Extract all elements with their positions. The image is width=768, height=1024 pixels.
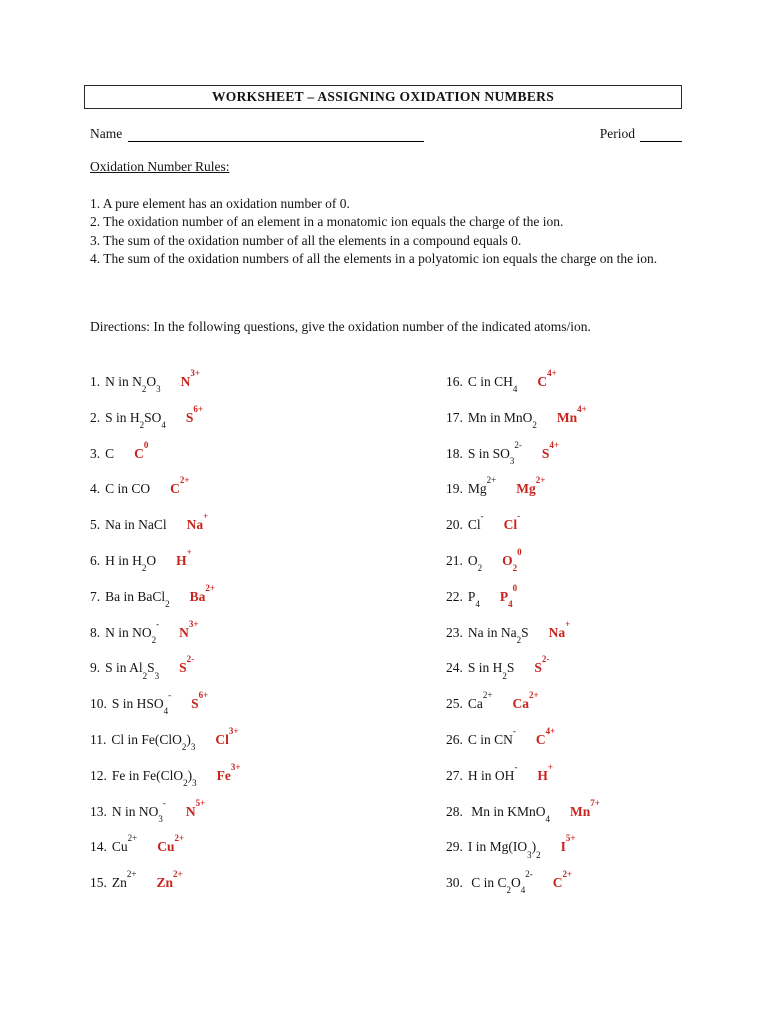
directions-text: Directions: In the following questions, give the oxidation number of the indicated atoms/ion. — [90, 319, 591, 334]
question-answer: $Ba^{2+}$ — [189, 582, 216, 604]
worksheet-title-box — [84, 85, 682, 109]
question-formula: S in $SO_3^{2-}$ — [467, 439, 522, 466]
question-formula: Cl- — [467, 511, 484, 533]
question-row — [90, 368, 440, 409]
rule-item-2: 2. The oxidation number of an element in a monatomic ion equals the charge of the ion. — [90, 214, 564, 230]
question-answer: $I^{5+}$ — [560, 833, 576, 855]
question-answer: $N^{3+}$ — [179, 618, 199, 640]
question-number: 16. — [446, 374, 463, 389]
question-row — [446, 797, 766, 839]
question-number: 1. — [90, 374, 101, 389]
question-number: 28. — [446, 803, 463, 819]
question-answer: $O_2^0$ — [502, 546, 522, 574]
question-answer: $Mn^{7+}$ — [570, 797, 600, 819]
question-formula: S in $Al_2S_3$ — [105, 660, 160, 681]
question-answer: $C^{2+}$ — [170, 475, 190, 497]
period-group — [600, 126, 682, 142]
question-answer: $S^{4+}$ — [541, 439, 560, 461]
question-row — [90, 725, 440, 767]
question-row — [90, 475, 440, 516]
question-formula: S in $H_2S$ — [467, 660, 515, 681]
question-answer: $N^{3+}$ — [180, 368, 201, 389]
question-number: 5. — [90, 517, 101, 533]
question-number: 17. — [446, 409, 463, 425]
question-row — [90, 833, 440, 874]
question-row — [90, 582, 440, 624]
question-row — [90, 654, 440, 695]
question-row — [446, 761, 766, 803]
question-answer: $Ca^{2+}$ — [512, 690, 539, 712]
question-row — [90, 761, 440, 803]
question-number: 10. — [90, 696, 107, 712]
question-answer: $S^{6+}$ — [185, 403, 204, 425]
questions-right-column — [446, 368, 766, 910]
question-answer: $Mn^{4+}$ — [556, 403, 587, 425]
question-formula: I in $Mg(IO_3)_2$ — [467, 839, 541, 860]
question-row — [446, 368, 766, 409]
question-row — [90, 869, 440, 910]
rule-item-4: 4. The sum of the oxidation numbers of all the elements in a polyatomic ion equals the charge on the ion. — [90, 250, 658, 266]
question-answer: $C^0$ — [134, 439, 149, 461]
question-row — [446, 546, 766, 588]
question-formula: C in CO — [105, 481, 151, 497]
question-answer: Na+ — [548, 618, 571, 640]
question-number: 3. — [90, 445, 101, 461]
question-formula: Mn in MnO$_2$ — [467, 409, 537, 430]
question-number: 2. — [90, 409, 101, 425]
question-number: 6. — [90, 552, 101, 568]
question-row — [446, 654, 766, 695]
question-formula: $P_4$ — [467, 588, 480, 609]
rules-list — [90, 195, 690, 268]
question-formula: $Zn^{2+}$ — [111, 869, 137, 891]
question-number: 8. — [90, 624, 101, 640]
question-formula: Ba in BaCl$_2$ — [105, 588, 170, 609]
question-formula: H in $H_2O$ — [105, 552, 157, 574]
name-label: Name — [90, 126, 123, 141]
question-answer: $C^{4+}$ — [535, 725, 556, 747]
question-answer: $S^{2-}$ — [534, 654, 550, 676]
question-row — [446, 475, 766, 516]
question-number: 21. — [446, 552, 463, 568]
question-number: 25. — [446, 696, 463, 712]
question-formula: H in OH- — [467, 761, 518, 783]
rule-item-1: 1. A pure element has an oxidation number of 0. — [90, 196, 350, 211]
question-formula: Cl in $Fe(ClO_2)_3$ — [111, 731, 196, 753]
question-answer: $N^{5+}$ — [185, 797, 206, 819]
name-blank-line — [128, 128, 424, 142]
question-formula: Fe in $Fe(ClO_2)_3$ — [111, 767, 197, 788]
question-formula: $Cu^{2+}$ — [111, 833, 138, 855]
question-number: 14. — [90, 839, 107, 855]
question-row — [90, 439, 440, 481]
question-number: 13. — [90, 803, 107, 819]
question-answer: H+ — [537, 761, 554, 783]
question-formula: N in $N_2O_3$ — [105, 374, 161, 395]
question-number: 19. — [446, 481, 463, 497]
question-answer: H+ — [176, 546, 192, 568]
question-number: 9. — [90, 660, 101, 676]
question-formula: Mn in KMnO$_4$ — [467, 803, 551, 824]
question-answer: $Cu^{2+}$ — [157, 833, 185, 855]
questions-left-column — [90, 368, 440, 910]
period-blank-line — [640, 128, 682, 142]
question-number: 30. — [446, 875, 463, 891]
question-formula: C in $CH_4$ — [467, 374, 518, 395]
question-number: 4. — [90, 481, 101, 497]
rules-heading: Oxidation Number Rules: — [90, 159, 230, 174]
question-number: 27. — [446, 767, 463, 783]
question-row — [446, 725, 766, 767]
question-answer: $Mg^{2+}$ — [516, 475, 546, 497]
question-row — [90, 403, 440, 445]
question-formula: S in $H_2SO_4$ — [105, 409, 166, 430]
question-row — [90, 797, 440, 839]
question-formula: C in CN- — [467, 725, 516, 747]
question-number: 18. — [446, 445, 463, 461]
name-period-row — [90, 126, 682, 142]
question-row — [446, 511, 766, 552]
question-number: 12. — [90, 767, 107, 783]
question-answer: $C^{2+}$ — [552, 869, 573, 891]
question-formula: C — [105, 445, 115, 461]
question-row — [90, 546, 440, 588]
question-formula: Na in NaCl — [105, 517, 167, 533]
question-number: 29. — [446, 839, 463, 855]
question-number: 24. — [446, 660, 463, 676]
question-number: 22. — [446, 588, 463, 604]
question-answer: $S^{6+}$ — [191, 690, 209, 712]
question-formula: $Ca^{2+}$ — [467, 690, 493, 712]
question-row — [446, 869, 766, 910]
question-answer: $P_4^0$ — [499, 582, 518, 609]
question-number: 23. — [446, 624, 463, 640]
question-answer: $Cl^{3+}$ — [215, 725, 239, 747]
question-row — [90, 690, 440, 731]
worksheet-title: WORKSHEET – ASSIGNING OXIDATION NUMBERS — [211, 89, 555, 104]
question-row — [90, 511, 440, 552]
question-formula: S in $HSO_4^-$ — [111, 690, 172, 717]
question-answer: Cl- — [503, 511, 521, 533]
question-number: 26. — [446, 731, 463, 747]
question-formula: C in $C_2O_4^{2-}$ — [467, 869, 533, 896]
question-formula: $Mg^{2+}$ — [467, 475, 497, 497]
period-label: Period — [599, 126, 635, 141]
question-number: 15. — [90, 875, 107, 891]
question-formula: $O_2$ — [467, 552, 483, 574]
question-formula: Na in $Na_2S$ — [467, 624, 529, 645]
question-answer: $C^{4+}$ — [537, 368, 557, 389]
question-answer: $Fe^{3+}$ — [216, 761, 241, 783]
question-formula: N in $NO_2^-$ — [105, 618, 160, 645]
question-number: 11. — [90, 731, 107, 747]
question-number: 20. — [446, 517, 463, 533]
question-number: 7. — [90, 588, 101, 604]
question-row — [446, 833, 766, 874]
question-row — [446, 690, 766, 731]
rule-item-3: 3. The sum of the oxidation number of all the elements in a compound equals 0. — [90, 232, 522, 248]
question-answer: $Zn^{2+}$ — [156, 869, 183, 891]
question-row — [90, 618, 440, 660]
question-row — [446, 582, 766, 624]
question-row — [446, 403, 766, 445]
question-row — [446, 618, 766, 660]
question-formula: N in $NO_3^-$ — [111, 797, 166, 824]
question-answer: Na+ — [186, 511, 209, 533]
question-answer: $S^{2-}$ — [179, 654, 195, 676]
